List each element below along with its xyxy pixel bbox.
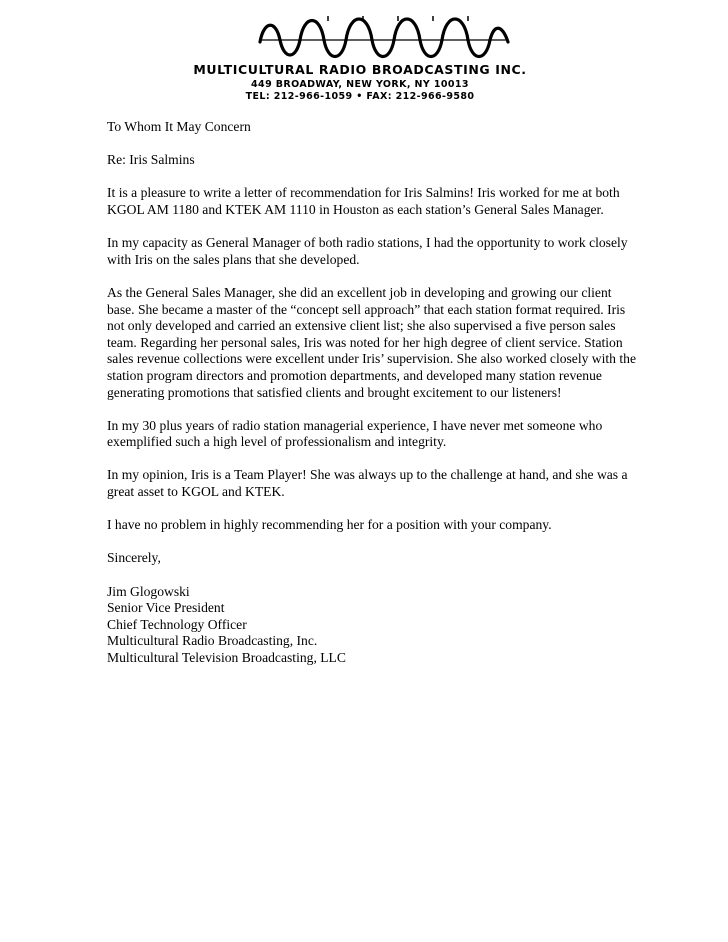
paragraph-recommendation: I have no problem in highly recommending her for a position with your company. xyxy=(107,517,552,533)
letterhead xyxy=(150,10,570,100)
salutation: To Whom It May Concern xyxy=(107,119,251,134)
signature-block xyxy=(107,584,637,667)
company-name: MULTICULTURAL RADIO BROADCASTING INC. xyxy=(193,62,527,77)
re-line: Re: Iris Salmins xyxy=(107,152,195,168)
signer-title-2: Chief Technology Officer xyxy=(107,616,247,632)
company-address: 449 BROADWAY, NEW YORK, NY 10013 xyxy=(251,79,469,90)
signer-name: Jim Glogowski xyxy=(107,583,190,599)
paragraph-experience: In my 30 plus years of radio station managerial experience, I have never met someone who exemplified such a high level of professionalism and integrity. xyxy=(107,417,603,450)
signer-title-1: Senior Vice President xyxy=(107,600,225,616)
radio-wave-logo-icon xyxy=(246,10,522,66)
letter-body xyxy=(107,119,637,667)
closing: Sincerely, xyxy=(107,550,161,566)
signer-org-1: Multicultural Radio Broadcasting, Inc. xyxy=(107,633,318,649)
paragraph-intro: It is a pleasure to write a letter of recommendation for Iris Salmins! Iris worked for me at both KGOL AM 1180 and KTEK AM 1110 in Houston as each station’s General Sales Manager. xyxy=(107,185,620,217)
paragraph-team-player: In my opinion, Iris is a Team Player! She was always up to the challenge at hand, and she was a great asset to KGOL and KTEK. xyxy=(107,467,628,500)
signer-org-2: Multicultural Television Broadcasting, LLC xyxy=(107,650,346,665)
company-phone-fax: TEL: 212-966-1059 • FAX: 212-966-9580 xyxy=(245,91,475,102)
paragraph-capacity: In my capacity as General Manager of both radio stations, I had the opportunity to work closely with Iris on the sales plans that she developed. xyxy=(107,235,628,267)
paragraph-sales-manager: As the General Sales Manager, she did an excellent job in developing and growing our client base. She became a master of the “concept sell approach” that each station format required. Iris not only developed and carried an extensive client list; she also supervised a five person sales team. Regarding her personal sales, Iris was noted for her high degree of client service. Station sales revenue collections were excellent under Iris’ supervision. She also worked closely with the station program directors and promotion departments, and developed many station revenue generating promotions that satisfied clients and brought excitement to our listeners! xyxy=(107,284,636,400)
